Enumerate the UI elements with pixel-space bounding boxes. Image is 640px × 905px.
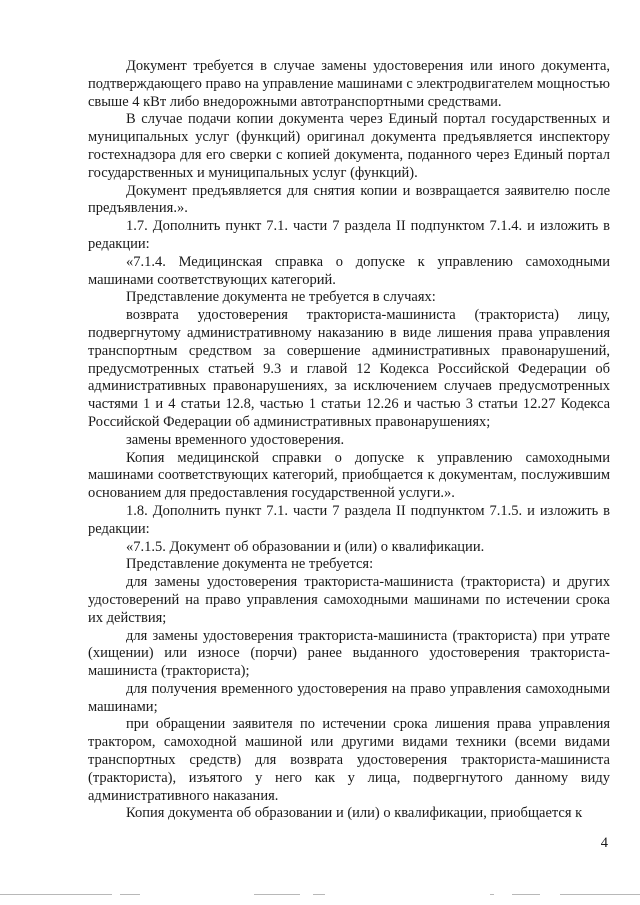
paragraph: возврата удостоверения тракториста-машиниста (тракториста) лицу, подвергнутому административному наказанию в виде лишения права управления транспортным средством за совершение административных правонарушений, предусмотренных статьей 9.3 и главой 12 Кодекса Российской Федерации об административных правонарушениях, за исключением случаев предусмотренных частями 1 и 4 статьи 12.8, частью 1 статьи 12.26 и частью 3 статьи 12.27 Кодекса Российской Федерации об административных правонарушениях; [88,307,610,430]
paragraph: для получения временного удостоверения на право управления самоходными машинами; [88,680,610,715]
paragraph: В случае подачи копии документа через Единый портал государственных и муниципальных услуг (функций) оригинал документа предъявляется инспектору гостехнадзора для его сверки с копией документа, поданного через Единый портал государственных и муниципальных услуг (функций). [88,111,610,181]
page-number: 4 [600,835,608,851]
scan-artifacts [0,892,640,898]
paragraph: для замены удостоверения тракториста-машиниста (тракториста) и других удостоверений на право управления самоходными машинами по истечении срока их действия; [88,574,610,626]
paragraph: Представление документа не требуется в случаях: [126,289,436,306]
paragraph: «7.1.4. Медицинская справка о допуске к управлению самоходными машинами соответствующих категорий. [88,253,610,288]
paragraph: «7.1.5. Документ об образовании и (или) о квалификации. [126,538,485,555]
document-body [88,58,610,823]
paragraph: Представление документа не требуется: [126,556,374,573]
paragraph: при обращении заявителя по истечении срока лишения права управления трактором, самоходной машиной или другими видами техники (всеми видами транспортных средств) для возврата удостоверения тракториста-машиниста (тракториста), изъятого у него как у лица, подвергнутого данному виду административного наказания. [88,716,610,804]
paragraph: Копия документа об образовании и (или) о квалификации, приобщается к [126,805,583,822]
paragraph: Копия медицинской справки о допуске к управлению самоходными машинами соответствующих категорий, приобщается к документам, послужившим основанием для предоставления государственной услуги.». [88,449,610,502]
paragraph: Документ предъявляется для снятия копии и возвращается заявителю после предъявления.». [88,182,610,217]
paragraph: для замены удостоверения тракториста-машиниста (тракториста) при утрате (хищении) или износе (порчи) ранее выданного удостоверения тракториста-машиниста (тракториста); [88,627,610,680]
paragraph: замены временного удостоверения. [126,431,345,448]
paragraph: Документ требуется в случае замены удостоверения или иного документа, подтверждающего право на управление машинами с электродвигателем мощностью свыше 4 кВт либо внедорожными автотранспортными средствами. [88,58,610,110]
paragraph: 1.8. Дополнить пункт 7.1. части 7 раздела II подпунктом 7.1.5. и изложить в редакции: [88,502,610,537]
paragraph: 1.7. Дополнить пункт 7.1. части 7 раздела II подпунктом 7.1.4. и изложить в редакции: [88,218,610,252]
